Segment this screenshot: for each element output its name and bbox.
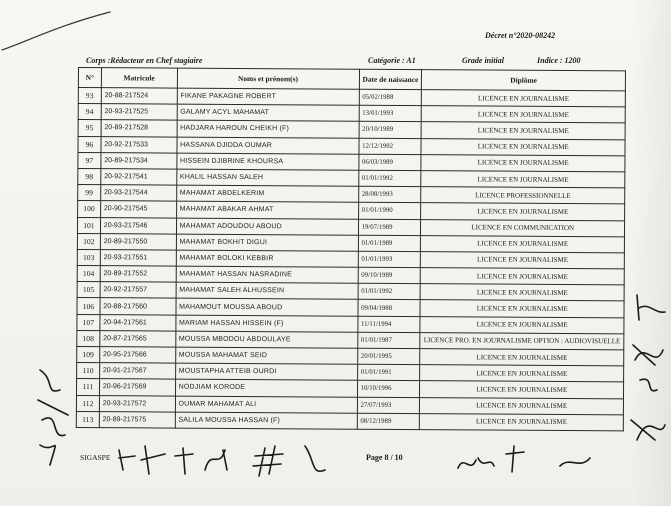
row-birthdate: 09/04/1988	[358, 300, 421, 317]
row-matricule: 20-93-217525	[101, 104, 177, 121]
row-number: 110	[77, 363, 100, 379]
decree-number: Décret n°2020-08242	[485, 31, 556, 40]
row-number: 101	[77, 217, 100, 233]
row-matricule: 20-92-217541	[101, 169, 177, 186]
row-name: MAHAMAT BOKHIT DIGUI	[176, 234, 358, 251]
row-name: MAHAMAT ADOUDOU ABOUD	[176, 218, 358, 235]
row-matricule: 20-95-217566	[99, 347, 175, 364]
indice-label: Indice : 1200	[537, 56, 581, 65]
row-diploma: LICENCE PROFESSIONNELLE	[421, 187, 625, 204]
row-diploma: LICENCE EN JOURNALISME	[421, 203, 625, 220]
row-number: 96	[78, 136, 101, 152]
row-number: 107	[77, 314, 100, 330]
row-diploma: LICENCE EN COMMUNICATION	[421, 219, 625, 236]
row-birthdate: 01/01/1992	[358, 170, 421, 187]
row-diploma: LICENCE EN JOURNALISME	[421, 122, 625, 139]
col-header-matricule: Matricule	[101, 68, 177, 88]
row-birthdate: 11/11/1994	[357, 316, 420, 333]
row-matricule: 20-89-217528	[101, 120, 177, 137]
row-diploma: LICENCE EN JOURNALISME	[422, 106, 626, 123]
row-birthdate: 01/01/1991	[357, 364, 420, 381]
left-margin-signature	[30, 360, 80, 470]
row-birthdate: 08/12/1989	[357, 413, 420, 430]
row-number: 97	[78, 152, 101, 168]
row-name: NODJIAM KORODE	[175, 379, 357, 396]
row-birthdate: 28/08/1993	[358, 186, 421, 203]
row-diploma: LICENCE EN JOURNALISME	[420, 397, 624, 414]
row-matricule: 20-93-217544	[100, 185, 176, 202]
row-birthdate: 01/01/1990	[358, 203, 421, 220]
row-number: 113	[76, 411, 99, 427]
row-birthdate: 01/01/1992	[358, 283, 421, 300]
row-name: HISSEIN DJIBRINE KHOURSA	[176, 153, 358, 170]
row-matricule: 20-89-217550	[100, 233, 176, 250]
row-name: HASSANA DJIDDA OUMAR	[177, 137, 359, 154]
row-number: 109	[77, 346, 100, 362]
row-birthdate: 01/01/1989	[358, 235, 421, 252]
row-diploma: LICENCE EN JOURNALISME	[420, 316, 624, 333]
row-name: MARIAM HASSAN HISSEIN (F)	[175, 315, 357, 332]
row-number: 112	[76, 395, 99, 411]
table-row	[76, 411, 623, 431]
bottom-initials	[115, 440, 345, 480]
row-diploma: LICENCE EN JOURNALISME	[422, 90, 626, 107]
page-shadow	[631, 0, 671, 506]
row-matricule: 20-89-217552	[100, 266, 176, 283]
row-diploma: LICENCE EN JOURNALISME	[421, 154, 625, 171]
row-number: 95	[78, 120, 101, 136]
row-matricule: 20-93-217546	[100, 217, 176, 234]
row-number: 99	[78, 185, 101, 201]
row-diploma: LICENCE EN JOURNALISME	[421, 138, 625, 155]
row-birthdate: 13/01/1993	[359, 105, 422, 122]
row-name: MAHAMOUT MOUSSA ABOUD	[176, 299, 358, 316]
row-diploma: LICENCE EN JOURNALISME	[420, 300, 624, 317]
row-birthdate: 19/07/1989	[358, 219, 421, 236]
row-name: MOUSTAPHA ATTEIB OURDI	[175, 363, 357, 380]
row-number: 102	[77, 233, 100, 249]
row-name: OUMAR MAHAMAT ALI	[175, 396, 357, 413]
row-name: FIKANE PAKAGNE ROBERT	[177, 88, 359, 105]
row-name: MAHAMAT ABAKAR AHMAT	[176, 201, 358, 218]
row-birthdate: 05/02/1988	[359, 89, 422, 106]
footer-source: SIGASPE	[80, 453, 111, 462]
row-matricule: 20-90-217545	[100, 201, 176, 218]
row-name: MAHAMAT SALEH ALHUSSEIN	[176, 282, 358, 299]
category-label: Catégorie : A1	[368, 56, 416, 65]
row-birthdate: 01/01/1993	[358, 251, 421, 268]
row-number: 105	[77, 282, 100, 298]
row-diploma: LICENCE EN JOURNALISME	[420, 381, 624, 398]
row-matricule: 20-93-217572	[99, 395, 175, 412]
row-matricule: 20-92-217533	[101, 136, 177, 153]
row-matricule: 20-96-217569	[99, 379, 175, 396]
row-birthdate: 12/12/1992	[359, 138, 422, 155]
col-header-number: N°	[78, 68, 101, 88]
row-name: GALAMY ACYL MAHAMAT	[177, 104, 359, 121]
row-matricule: 20-88-217560	[100, 298, 176, 315]
row-number: 94	[78, 104, 101, 120]
row-number: 103	[77, 249, 100, 265]
row-matricule: 20-91-217567	[99, 363, 175, 380]
row-matricule: 20-89-217534	[101, 152, 177, 169]
row-birthdate: 01/01/1987	[357, 332, 420, 349]
row-diploma: LICENCE PRO. EN JOURNALISME OPTION : AUDIOVISUELLE	[420, 332, 624, 349]
row-birthdate: 06/03/1989	[358, 154, 421, 171]
row-number: 98	[78, 168, 101, 184]
row-name: MAHAMAT HASSAN NASRADINE	[176, 266, 358, 283]
row-name: SALILA MOUSSA HASSAN (F)	[175, 412, 357, 429]
row-matricule: 20-89-217575	[99, 411, 175, 428]
row-number: 100	[78, 201, 101, 217]
page-number: Page 8 / 10	[366, 453, 403, 462]
row-number: 93	[78, 88, 101, 104]
row-name: MAHAMAT BOLOKI KEBBIR	[176, 250, 358, 267]
row-number: 106	[77, 298, 100, 314]
col-header-name: Noms et prénom(s)	[177, 68, 359, 89]
row-diploma: LICENCE EN JOURNALISME	[421, 171, 625, 188]
row-birthdate: 20/01/1995	[357, 348, 420, 365]
row-name: MOUSSA MAHAMAT SEID	[175, 347, 357, 364]
row-matricule: 20-92-217557	[100, 282, 176, 299]
row-matricule: 20-87-217565	[100, 330, 176, 347]
row-diploma: LICENCE EN JOURNALISME	[421, 284, 625, 301]
row-name: MAHAMAT ABDELKERIM	[176, 185, 358, 202]
row-name: MOUSSA MBODOU ABDOULAYE	[175, 331, 357, 348]
row-name: HADJARA HAROUN CHEIKH (F)	[177, 120, 359, 137]
row-number: 108	[77, 330, 100, 346]
row-diploma: LICENCE EN JOURNALISME	[421, 235, 625, 252]
row-matricule: 20-88-217524	[101, 88, 177, 105]
row-diploma: LICENCE EN JOURNALISME	[420, 413, 624, 430]
row-diploma: LICENCE EN JOURNALISME	[421, 251, 625, 268]
row-matricule: 20-94-217561	[100, 314, 176, 331]
top-pen-stroke	[0, 0, 120, 60]
row-diploma: LICENCE EN JOURNALISME	[421, 268, 625, 285]
row-name: KHALIL HASSAN SALEH	[176, 169, 358, 186]
staff-table	[76, 67, 626, 431]
row-birthdate: 20/10/1989	[359, 122, 422, 139]
col-header-diploma: Diplôme	[422, 70, 626, 91]
col-header-birthdate: Date de naissance	[359, 69, 422, 89]
row-number: 111	[76, 379, 99, 395]
corps-label: Corps :Rédacteur en Chef stagiaire	[86, 56, 203, 65]
row-number: 104	[77, 266, 100, 282]
row-birthdate: 27/07/1993	[357, 397, 420, 414]
row-diploma: LICENCE EN JOURNALISME	[420, 365, 624, 382]
row-birthdate: 09/10/1989	[358, 267, 421, 284]
row-matricule: 20-93-217551	[100, 250, 176, 267]
table-body	[76, 88, 625, 431]
grade-label: Grade initial	[462, 56, 505, 65]
row-diploma: LICENCE EN JOURNALISME	[420, 349, 624, 366]
bottom-right-initials	[450, 440, 630, 480]
row-birthdate: 10/10/1996	[357, 381, 420, 398]
